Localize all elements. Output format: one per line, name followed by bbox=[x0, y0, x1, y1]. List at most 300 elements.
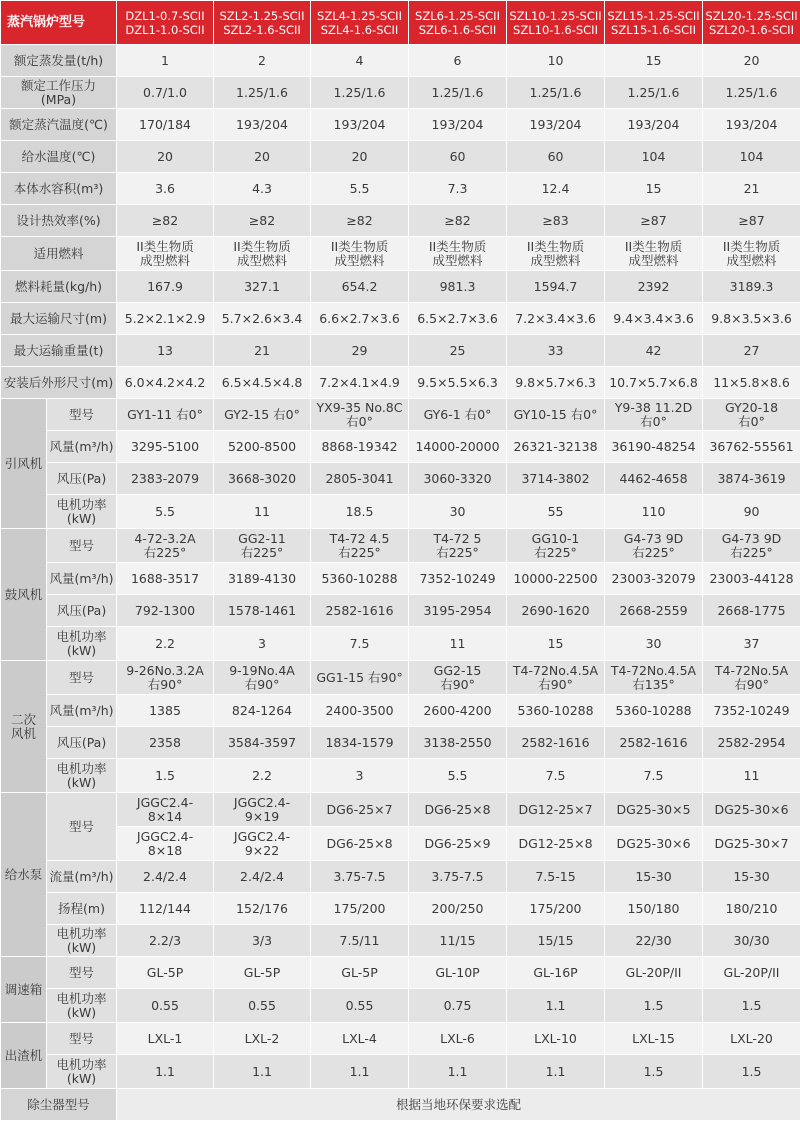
row-label: 额定蒸汽温度(℃) bbox=[1, 109, 117, 141]
value-cell: LXL-20 bbox=[703, 1023, 800, 1055]
value-cell: GL-5P bbox=[214, 957, 311, 989]
value-cell: 11 bbox=[409, 627, 507, 661]
value-cell: II类生物质 成型燃料 bbox=[409, 237, 507, 271]
value-cell: 20 bbox=[214, 141, 311, 173]
value-cell: GL-5P bbox=[311, 957, 409, 989]
value-cell: 30 bbox=[409, 495, 507, 529]
table-row bbox=[1, 827, 800, 861]
value-cell: 29 bbox=[311, 335, 409, 367]
value-cell: 21 bbox=[214, 335, 311, 367]
value-cell: 3/3 bbox=[214, 925, 311, 957]
table-row bbox=[1, 1055, 800, 1089]
value-cell: LXL-4 bbox=[311, 1023, 409, 1055]
table-row bbox=[1, 141, 800, 173]
value-cell: 8868-19342 bbox=[311, 431, 409, 463]
value-cell: GL-16P bbox=[507, 957, 605, 989]
value-cell: 2 bbox=[214, 45, 311, 77]
value-cell: DG6-25×8 bbox=[311, 827, 409, 861]
value-cell: 1.1 bbox=[117, 1055, 214, 1089]
value-cell: 110 bbox=[605, 495, 703, 529]
value-cell: ≥82 bbox=[409, 205, 507, 237]
value-cell: 104 bbox=[703, 141, 800, 173]
table-row bbox=[1, 957, 800, 989]
value-cell: 1.1 bbox=[507, 1055, 605, 1089]
value-cell: 36190-48254 bbox=[605, 431, 703, 463]
table-row bbox=[1, 661, 800, 695]
value-cell: ≥82 bbox=[311, 205, 409, 237]
value-cell: 193/204 bbox=[409, 109, 507, 141]
value-cell: 1.25/1.6 bbox=[605, 77, 703, 109]
value-cell: 33 bbox=[507, 335, 605, 367]
value-cell: DG6-25×9 bbox=[409, 827, 507, 861]
value-cell: 1834-1579 bbox=[311, 727, 409, 759]
table-row bbox=[1, 367, 800, 399]
sub-label: 电机功率 (kW) bbox=[47, 1055, 117, 1089]
value-cell: GG2-11 右225° bbox=[214, 529, 311, 563]
value-cell: 327.1 bbox=[214, 271, 311, 303]
table-row bbox=[1, 529, 800, 563]
value-cell: 5.5 bbox=[117, 495, 214, 529]
value-cell: 0.7/1.0 bbox=[117, 77, 214, 109]
value-cell: 9.8×3.5×3.6 bbox=[703, 303, 800, 335]
value-cell: 5360-10288 bbox=[605, 695, 703, 727]
value-cell: 23003-32079 bbox=[605, 563, 703, 595]
value-cell: 170/184 bbox=[117, 109, 214, 141]
value-cell: 792-1300 bbox=[117, 595, 214, 627]
value-cell: 11/15 bbox=[409, 925, 507, 957]
value-cell: II类生物质 成型燃料 bbox=[507, 237, 605, 271]
value-cell: 2582-1616 bbox=[311, 595, 409, 627]
value-cell: DG6-25×8 bbox=[409, 793, 507, 827]
table-row bbox=[1, 759, 800, 793]
value-cell: 3060-3320 bbox=[409, 463, 507, 495]
value-cell: 824-1264 bbox=[214, 695, 311, 727]
value-cell: II类生物质 成型燃料 bbox=[214, 237, 311, 271]
value-cell: 3195-2954 bbox=[409, 595, 507, 627]
value-cell: 2383-2079 bbox=[117, 463, 214, 495]
value-cell: 3668-3020 bbox=[214, 463, 311, 495]
value-cell: GG2-15 右90° bbox=[409, 661, 507, 695]
sub-label: 型号 bbox=[47, 793, 117, 861]
value-cell: 23003-44128 bbox=[703, 563, 800, 595]
value-cell: G4-73 9D 右225° bbox=[605, 529, 703, 563]
value-cell: 152/176 bbox=[214, 893, 311, 925]
value-cell: 150/180 bbox=[605, 893, 703, 925]
value-cell: Y9-38 11.2D 右0° bbox=[605, 399, 703, 431]
value-cell: 7352-10249 bbox=[409, 563, 507, 595]
value-cell: 1.5 bbox=[703, 1055, 800, 1089]
group-label: 引风机 bbox=[1, 399, 47, 529]
value-cell: JGGC2.4- 9×19 bbox=[214, 793, 311, 827]
value-cell: JGGC2.4- 8×14 bbox=[117, 793, 214, 827]
sub-label: 风压(Pa) bbox=[47, 727, 117, 759]
value-cell: 2.4/2.4 bbox=[117, 861, 214, 893]
value-cell: 15/15 bbox=[507, 925, 605, 957]
value-cell: 27 bbox=[703, 335, 800, 367]
value-cell: 4462-4658 bbox=[605, 463, 703, 495]
sub-label: 型号 bbox=[47, 1023, 117, 1055]
value-cell: T4-72No.5A 右90° bbox=[703, 661, 800, 695]
table-row bbox=[1, 463, 800, 495]
value-cell: LXL-15 bbox=[605, 1023, 703, 1055]
value-cell: 3.75-7.5 bbox=[409, 861, 507, 893]
table-row bbox=[1, 205, 800, 237]
value-cell: 981.3 bbox=[409, 271, 507, 303]
table-row bbox=[1, 1023, 800, 1055]
header-model-cell: SZL15-1.25-SCII SZL15-1.6-SCII bbox=[605, 1, 703, 45]
table-row bbox=[1, 173, 800, 205]
value-cell: ≥87 bbox=[703, 205, 800, 237]
value-cell: 4 bbox=[311, 45, 409, 77]
value-cell: 2400-3500 bbox=[311, 695, 409, 727]
sub-label: 风量(m³/h) bbox=[47, 431, 117, 463]
value-cell: ≥83 bbox=[507, 205, 605, 237]
value-cell: II类生物质 成型燃料 bbox=[117, 237, 214, 271]
header-model-cell: SZL6-1.25-SCII SZL6-1.6-SCII bbox=[409, 1, 507, 45]
value-cell: ≥82 bbox=[214, 205, 311, 237]
value-cell: 1.1 bbox=[409, 1055, 507, 1089]
value-cell: GY2-15 右0° bbox=[214, 399, 311, 431]
value-cell: 4.3 bbox=[214, 173, 311, 205]
table-row bbox=[1, 925, 800, 957]
value-cell: 112/144 bbox=[117, 893, 214, 925]
header-model-cell: SZL10-1.25-SCII SZL10-1.6-SCII bbox=[507, 1, 605, 45]
value-cell: 1578-1461 bbox=[214, 595, 311, 627]
row-label: 最大运输重量(t) bbox=[1, 335, 117, 367]
value-cell: 3.6 bbox=[117, 173, 214, 205]
value-cell: 1.5 bbox=[605, 989, 703, 1023]
row-label: 额定工作压力 (MPa) bbox=[1, 77, 117, 109]
value-cell: JGGC2.4- 8×18 bbox=[117, 827, 214, 861]
value-cell: 3874-3619 bbox=[703, 463, 800, 495]
value-cell: 5.5 bbox=[409, 759, 507, 793]
table-row bbox=[1, 399, 800, 431]
value-cell: 5360-10288 bbox=[507, 695, 605, 727]
value-cell: 7.5/11 bbox=[311, 925, 409, 957]
value-cell: 0.55 bbox=[311, 989, 409, 1023]
value-cell: 11×5.8×8.6 bbox=[703, 367, 800, 399]
value-cell: 6.5×4.5×4.8 bbox=[214, 367, 311, 399]
value-cell: LXL-6 bbox=[409, 1023, 507, 1055]
value-cell: DG12-25×8 bbox=[507, 827, 605, 861]
value-cell: 60 bbox=[507, 141, 605, 173]
table-row bbox=[1, 431, 800, 463]
value-cell: T4-72 4.5 右225° bbox=[311, 529, 409, 563]
value-cell: 2582-2954 bbox=[703, 727, 800, 759]
value-cell: 15-30 bbox=[605, 861, 703, 893]
sub-label: 电机功率 (kW) bbox=[47, 925, 117, 957]
row-label: 最大运输尺寸(m) bbox=[1, 303, 117, 335]
value-cell: 104 bbox=[605, 141, 703, 173]
table-row bbox=[1, 271, 800, 303]
value-cell: 7.5 bbox=[507, 759, 605, 793]
table-row bbox=[1, 45, 800, 77]
value-cell: 18.5 bbox=[311, 495, 409, 529]
sub-label: 电机功率 (kW) bbox=[47, 495, 117, 529]
header-title: 蒸汽锅炉型号 bbox=[1, 1, 117, 45]
value-cell: 193/204 bbox=[507, 109, 605, 141]
value-cell: 5.2×2.1×2.9 bbox=[117, 303, 214, 335]
value-cell: 0.55 bbox=[214, 989, 311, 1023]
value-cell: ≥87 bbox=[605, 205, 703, 237]
value-cell: 9-26No.3.2A 右90° bbox=[117, 661, 214, 695]
value-cell: 1.1 bbox=[214, 1055, 311, 1089]
value-cell: YX9-35 No.8C 右0° bbox=[311, 399, 409, 431]
value-cell: 2.2/3 bbox=[117, 925, 214, 957]
sub-label: 型号 bbox=[47, 399, 117, 431]
table-row bbox=[1, 989, 800, 1023]
value-cell: 6 bbox=[409, 45, 507, 77]
value-cell: 2358 bbox=[117, 727, 214, 759]
value-cell: LXL-10 bbox=[507, 1023, 605, 1055]
sub-label: 电机功率 (kW) bbox=[47, 989, 117, 1023]
sub-label: 电机功率 (kW) bbox=[47, 627, 117, 661]
value-cell: 6.6×2.7×3.6 bbox=[311, 303, 409, 335]
table-row bbox=[1, 1089, 800, 1121]
value-cell: 200/250 bbox=[409, 893, 507, 925]
value-cell: 7.2×4.1×4.9 bbox=[311, 367, 409, 399]
table-row bbox=[1, 695, 800, 727]
group-label: 调速箱 bbox=[1, 957, 47, 1023]
value-cell: GY10-15 右0° bbox=[507, 399, 605, 431]
row-label: 燃料耗量(kg/h) bbox=[1, 271, 117, 303]
value-cell: 2582-1616 bbox=[507, 727, 605, 759]
value-cell: 175/200 bbox=[507, 893, 605, 925]
table-row bbox=[1, 727, 800, 759]
table-row bbox=[1, 793, 800, 827]
table-row bbox=[1, 563, 800, 595]
value-cell: 25 bbox=[409, 335, 507, 367]
value-cell: 180/210 bbox=[703, 893, 800, 925]
value-cell: DG25-30×7 bbox=[703, 827, 800, 861]
row-label: 额定蒸发量(t/h) bbox=[1, 45, 117, 77]
value-cell: GG10-1 右225° bbox=[507, 529, 605, 563]
table-row bbox=[1, 77, 800, 109]
value-cell: 654.2 bbox=[311, 271, 409, 303]
sub-label: 风量(m³/h) bbox=[47, 563, 117, 595]
value-cell: 2805-3041 bbox=[311, 463, 409, 495]
value-cell: 37 bbox=[703, 627, 800, 661]
value-cell: 5.7×2.6×3.4 bbox=[214, 303, 311, 335]
value-cell: 2.4/2.4 bbox=[214, 861, 311, 893]
value-cell: LXL-2 bbox=[214, 1023, 311, 1055]
value-cell: 193/204 bbox=[311, 109, 409, 141]
footer-label: 除尘器型号 bbox=[1, 1089, 117, 1121]
table-row bbox=[1, 495, 800, 529]
table-row bbox=[1, 627, 800, 661]
sub-label: 风压(Pa) bbox=[47, 595, 117, 627]
value-cell: ≥82 bbox=[117, 205, 214, 237]
value-cell: 11 bbox=[214, 495, 311, 529]
table-row bbox=[1, 861, 800, 893]
group-label: 二次 风机 bbox=[1, 661, 47, 793]
value-cell: 2690-1620 bbox=[507, 595, 605, 627]
value-cell: 2582-1616 bbox=[605, 727, 703, 759]
value-cell: 1.25/1.6 bbox=[311, 77, 409, 109]
value-cell: 20 bbox=[117, 141, 214, 173]
value-cell: 90 bbox=[703, 495, 800, 529]
value-cell: 7.5 bbox=[605, 759, 703, 793]
value-cell: 9.8×5.7×6.3 bbox=[507, 367, 605, 399]
value-cell: 1.25/1.6 bbox=[507, 77, 605, 109]
value-cell: 1688-3517 bbox=[117, 563, 214, 595]
value-cell: II类生物质 成型燃料 bbox=[605, 237, 703, 271]
sub-label: 风量(m³/h) bbox=[47, 695, 117, 727]
sub-label: 流量(m³/h) bbox=[47, 861, 117, 893]
row-label: 给水温度(℃) bbox=[1, 141, 117, 173]
header-model-cell: SZL4-1.25-SCII SZL4-1.6-SCII bbox=[311, 1, 409, 45]
value-cell: 2668-1775 bbox=[703, 595, 800, 627]
footer-value: 根据当地环保要求选配 bbox=[117, 1089, 800, 1121]
sub-label: 扬程(m) bbox=[47, 893, 117, 925]
value-cell: 3189.3 bbox=[703, 271, 800, 303]
value-cell: 7.5 bbox=[311, 627, 409, 661]
value-cell: LXL-1 bbox=[117, 1023, 214, 1055]
value-cell: 1.1 bbox=[507, 989, 605, 1023]
value-cell: 2392 bbox=[605, 271, 703, 303]
value-cell: 60 bbox=[409, 141, 507, 173]
value-cell: 30 bbox=[605, 627, 703, 661]
sub-label: 电机功率 (kW) bbox=[47, 759, 117, 793]
value-cell: 1594.7 bbox=[507, 271, 605, 303]
value-cell: 0.75 bbox=[409, 989, 507, 1023]
sub-label: 风压(Pa) bbox=[47, 463, 117, 495]
value-cell: DG25-30×6 bbox=[605, 827, 703, 861]
value-cell: 9.4×3.4×3.6 bbox=[605, 303, 703, 335]
group-label: 出渣机 bbox=[1, 1023, 47, 1089]
value-cell: 26321-32138 bbox=[507, 431, 605, 463]
value-cell: 1385 bbox=[117, 695, 214, 727]
value-cell: 5.5 bbox=[311, 173, 409, 205]
value-cell: 22/30 bbox=[605, 925, 703, 957]
value-cell: GL-10P bbox=[409, 957, 507, 989]
value-cell: 6.0×4.2×4.2 bbox=[117, 367, 214, 399]
value-cell: G4-73 9D 右225° bbox=[703, 529, 800, 563]
value-cell: 20 bbox=[311, 141, 409, 173]
value-cell: 15-30 bbox=[703, 861, 800, 893]
value-cell: 1.25/1.6 bbox=[703, 77, 800, 109]
value-cell: 9.5×5.5×6.3 bbox=[409, 367, 507, 399]
value-cell: 1.25/1.6 bbox=[214, 77, 311, 109]
value-cell: 11 bbox=[703, 759, 800, 793]
value-cell: 1.25/1.6 bbox=[409, 77, 507, 109]
value-cell: GL-20P/II bbox=[605, 957, 703, 989]
value-cell: 20 bbox=[703, 45, 800, 77]
value-cell: 3.75-7.5 bbox=[311, 861, 409, 893]
value-cell: GL-5P bbox=[117, 957, 214, 989]
value-cell: DG6-25×7 bbox=[311, 793, 409, 827]
value-cell: 3714-3802 bbox=[507, 463, 605, 495]
table-row bbox=[1, 335, 800, 367]
value-cell: 10.7×5.7×6.8 bbox=[605, 367, 703, 399]
value-cell: 15 bbox=[605, 173, 703, 205]
value-cell: DG25-30×5 bbox=[605, 793, 703, 827]
value-cell: 5200-8500 bbox=[214, 431, 311, 463]
value-cell: GY20-18 右0° bbox=[703, 399, 800, 431]
header-model-cell: SZL20-1.25-SCII SZL20-1.6-SCII bbox=[703, 1, 800, 45]
value-cell: T4-72No.4.5A 右90° bbox=[507, 661, 605, 695]
value-cell: 4-72-3.2A 右225° bbox=[117, 529, 214, 563]
header-row bbox=[1, 1, 800, 45]
value-cell: 7.3 bbox=[409, 173, 507, 205]
value-cell: 12.4 bbox=[507, 173, 605, 205]
value-cell: 14000-20000 bbox=[409, 431, 507, 463]
table-row bbox=[1, 595, 800, 627]
value-cell: 3584-3597 bbox=[214, 727, 311, 759]
value-cell: 1.5 bbox=[117, 759, 214, 793]
value-cell: 175/200 bbox=[311, 893, 409, 925]
value-cell: 3 bbox=[214, 627, 311, 661]
value-cell: GG1-15 右90° bbox=[311, 661, 409, 695]
group-label: 鼓风机 bbox=[1, 529, 47, 661]
value-cell: 7.2×3.4×3.6 bbox=[507, 303, 605, 335]
table-row bbox=[1, 237, 800, 271]
value-cell: 1.1 bbox=[311, 1055, 409, 1089]
value-cell: DG12-25×7 bbox=[507, 793, 605, 827]
sub-label: 型号 bbox=[47, 529, 117, 563]
value-cell: T4-72No.4.5A 右135° bbox=[605, 661, 703, 695]
value-cell: 30/30 bbox=[703, 925, 800, 957]
value-cell: 55 bbox=[507, 495, 605, 529]
row-label: 设计热效率(%) bbox=[1, 205, 117, 237]
value-cell: GL-20P/II bbox=[703, 957, 800, 989]
value-cell: 6.5×2.7×3.6 bbox=[409, 303, 507, 335]
value-cell: 2668-2559 bbox=[605, 595, 703, 627]
value-cell: T4-72 5 右225° bbox=[409, 529, 507, 563]
value-cell: 3189-4130 bbox=[214, 563, 311, 595]
header-model-cell: DZL1-0.7-SCII DZL1-1.0-SCII bbox=[117, 1, 214, 45]
sub-label: 型号 bbox=[47, 957, 117, 989]
row-label: 本体水容积(m³) bbox=[1, 173, 117, 205]
value-cell: GY1-11 右0° bbox=[117, 399, 214, 431]
value-cell: 0.55 bbox=[117, 989, 214, 1023]
value-cell: 36762-55561 bbox=[703, 431, 800, 463]
value-cell: 10000-22500 bbox=[507, 563, 605, 595]
value-cell: 3295-5100 bbox=[117, 431, 214, 463]
value-cell: 5360-10288 bbox=[311, 563, 409, 595]
table-row bbox=[1, 893, 800, 925]
value-cell: GY6-1 右0° bbox=[409, 399, 507, 431]
value-cell: 1.5 bbox=[605, 1055, 703, 1089]
value-cell: 2600-4200 bbox=[409, 695, 507, 727]
value-cell: 15 bbox=[507, 627, 605, 661]
value-cell: 193/204 bbox=[214, 109, 311, 141]
value-cell: JGGC2.4- 9×22 bbox=[214, 827, 311, 861]
value-cell: 2.2 bbox=[117, 627, 214, 661]
table-row bbox=[1, 109, 800, 141]
value-cell: 13 bbox=[117, 335, 214, 367]
value-cell: 42 bbox=[605, 335, 703, 367]
value-cell: 3 bbox=[311, 759, 409, 793]
value-cell: 193/204 bbox=[703, 109, 800, 141]
value-cell: 9-19No.4A 右90° bbox=[214, 661, 311, 695]
group-label: 给水泵 bbox=[1, 793, 47, 957]
value-cell: II类生物质 成型燃料 bbox=[703, 237, 800, 271]
value-cell: 10 bbox=[507, 45, 605, 77]
sub-label: 型号 bbox=[47, 661, 117, 695]
row-label: 适用燃料 bbox=[1, 237, 117, 271]
value-cell: 1 bbox=[117, 45, 214, 77]
value-cell: 7352-10249 bbox=[703, 695, 800, 727]
value-cell: II类生物质 成型燃料 bbox=[311, 237, 409, 271]
value-cell: 2.2 bbox=[214, 759, 311, 793]
value-cell: 1.5 bbox=[703, 989, 800, 1023]
value-cell: 167.9 bbox=[117, 271, 214, 303]
value-cell: 3138-2550 bbox=[409, 727, 507, 759]
header-model-cell: SZL2-1.25-SCII SZL2-1.6-SCII bbox=[214, 1, 311, 45]
value-cell: DG25-30×6 bbox=[703, 793, 800, 827]
value-cell: 21 bbox=[703, 173, 800, 205]
